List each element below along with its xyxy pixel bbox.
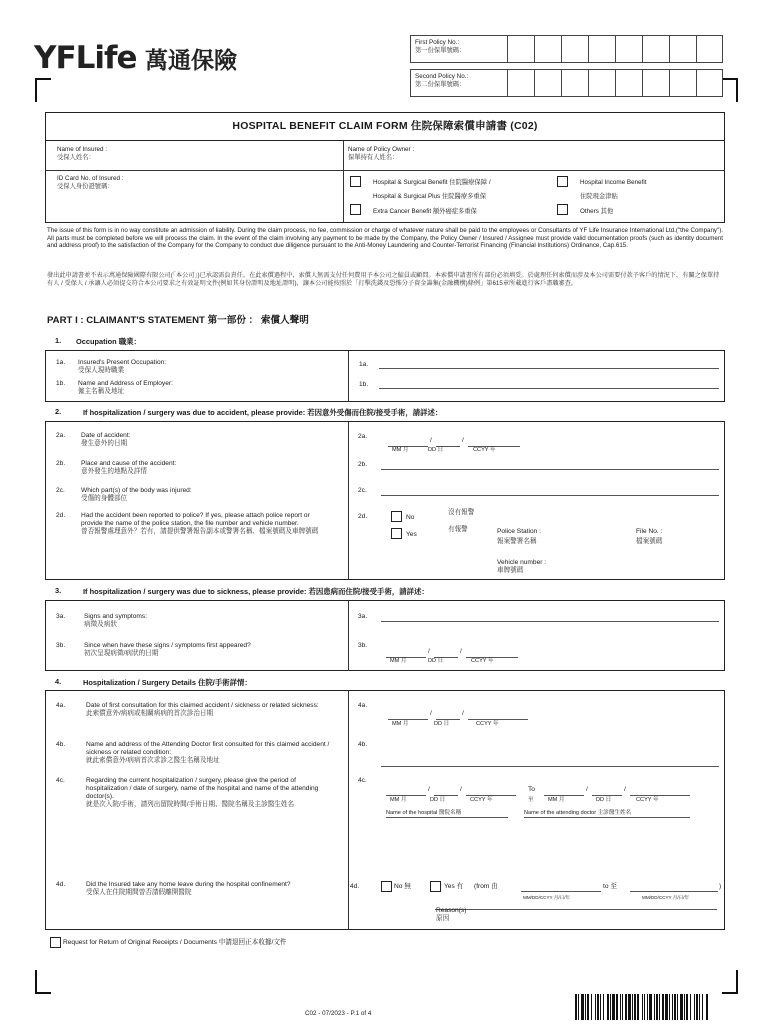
divider (348, 601, 349, 671)
document-code: C02 - 07/2023 - P.1 of 4 (305, 1010, 372, 1017)
second-policy-digit-cell[interactable] (696, 70, 723, 96)
doctor-name-label: Name of the attending doctor 主診醫生姓名 (524, 810, 632, 816)
section3-number: 3. (55, 586, 62, 595)
q2c-zh: 受傷的身體部位 (81, 495, 128, 502)
q1a-num: 1a. (56, 359, 66, 366)
police-report-yes-zh: 有報警 (448, 526, 468, 533)
second-policy-digit-cell[interactable] (534, 70, 561, 96)
period-to-zh: 至 (528, 797, 534, 803)
accident-date-dd-label: DD 日 (428, 447, 444, 453)
symptom-date-dd-label: DD 日 (428, 658, 444, 664)
period-from-dd-line[interactable] (434, 795, 458, 796)
first-policy-no-box (410, 35, 723, 63)
barcode-bar (600, 994, 601, 1020)
barcode-bar (649, 994, 652, 1020)
period-to-group[interactable] (544, 783, 720, 805)
second-policy-no-label (415, 73, 505, 89)
police-station-en: Police Station : (497, 528, 541, 535)
q4c-num: 4c. (56, 777, 65, 784)
second-policy-digit-cell[interactable] (507, 70, 534, 96)
period-from-mm-line[interactable] (386, 795, 426, 796)
id-card-en: ID Card No. of Insured : (57, 175, 124, 182)
first-policy-no-en: First Policy No.: (415, 39, 460, 46)
barcode-bar (644, 994, 645, 1020)
q3a-text (84, 613, 147, 629)
registration-mark-top-right (722, 78, 738, 102)
home-leave-no-label: No 無 (394, 883, 411, 890)
home-leave-yes-label: Yes 有 (444, 883, 464, 890)
second-policy-digit-cell[interactable] (642, 70, 669, 96)
q1a-text (78, 359, 166, 375)
registration-mark-bottom-right (722, 970, 738, 994)
q2d-en: Had the accident been reported to police? If yes, please attach police report or provide the name of the police station, the file number and vehicle number. (81, 512, 310, 527)
a3a-input-line[interactable] (381, 621, 719, 622)
home-leave-close-paren: ) (719, 883, 722, 890)
q1b-num: 1b. (56, 380, 66, 387)
q4b-text (86, 741, 334, 765)
second-policy-digit-cell[interactable] (588, 70, 615, 96)
home-leave-from-label: (from 由 (474, 883, 498, 890)
section3-table (45, 600, 725, 671)
a1b-input-line[interactable] (379, 388, 719, 389)
barcode-bar (578, 994, 579, 1020)
vehicle-number-zh: 車牌號碼 (497, 567, 524, 574)
home-leave-from-format: MM/DD/CCYY 月/日/年 (523, 895, 571, 900)
symptom-date-ccyy-label: CCYY 年 (471, 658, 494, 664)
a2b-label: 2b. (358, 461, 368, 468)
q1b (56, 380, 65, 388)
a2d-label: 2d. (358, 513, 368, 520)
file-no-zh: 檔案號碼 (636, 538, 663, 545)
a2a-label: 2a. (358, 433, 368, 440)
q4a-num: 4a. (56, 702, 66, 709)
barcode-bar (603, 994, 604, 1020)
second-policy-digit-cell[interactable] (615, 70, 642, 96)
q4b-en: Name and address of the Attending Doctor first consulted for this claimed accident / sickness or related condition: (86, 741, 330, 756)
benefit-others-checkbox[interactable] (557, 204, 568, 215)
first-policy-digit-cell[interactable] (561, 36, 588, 62)
barcode-bar (686, 994, 688, 1020)
date-slash: / (430, 710, 432, 717)
section1-table (45, 350, 725, 402)
period-to-ccyy-line[interactable] (630, 795, 690, 796)
barcode-bar (607, 994, 609, 1020)
date-slash: / (428, 786, 430, 793)
barcode-bar (642, 994, 643, 1020)
police-report-yes-label: Yes (406, 531, 417, 538)
first-policy-digit-cell[interactable] (642, 36, 669, 62)
q4c-zh: 就是次入院/手術，請列出留院時間/手術日期、醫院名稱及主診醫生姓名 (86, 801, 295, 808)
disclaimer-zh: 發出此申請書並不表示萬通保險國際有限公司(「本公司」)已承認需負責任。在此索償過程中，索償人無需支付任何費用予本公司之僱員或顧問。本索償申請書所有部份必須填妥。於處理任何索償而涉及本公司需要付款予客戶的情況下，有關之保單持有人 / 受保人 / 承讓人必須提交符合本公司要求之有效証明文件(例如其身份證明及地址證明)，讓本公司能按照於「打擊洗錢及恐怖分子資金籌集(金融機構)條例」第615章所載進行客戶盡職審查。 (47, 272, 720, 287)
divider (343, 141, 344, 222)
police-report-no-label: No (406, 514, 415, 521)
q1a-zh: 受保人現時職業 (78, 367, 125, 374)
section2-table (45, 421, 725, 580)
barcode-bar (591, 994, 592, 1020)
q2c-en: Which part(s) of the body was injured: (81, 487, 192, 494)
consult-date-dd-label: DD 日 (434, 721, 450, 727)
barcode-bar (699, 994, 700, 1020)
a3a-label: 3a. (358, 613, 368, 620)
a4b-input-line[interactable] (381, 766, 719, 767)
home-leave-reasons (436, 907, 466, 923)
registration-mark-top-left (35, 78, 51, 102)
disclaimer-en: The issue of this form is in no way constitute an admission of liability. During the claim process, no fee, commission or charge of whatever nature shall be paid to the employees or Consultants of YF Life Insurance International Ltd.("the Company"). All parts must be completed before we will process the claim. In the event of the claim involving any payment to be made by the Company, the Policy Owner / Insured / Assignee must provide valid documentation proofs (such as identity document and address proof) to the satisfaction of the Company for the Company to conduct due diligence pursuant to the Anti-Money Laundering and Counter-Terrorist Financing (Financial Institutions) Ordinance, Cap.615. (47, 227, 723, 250)
q2a-en: Date of accident: (81, 432, 131, 439)
home-leave-from-line[interactable] (521, 891, 601, 892)
q3b-num: 3b. (56, 642, 66, 649)
section4-title: Hospitalization / Surgery Details 住院/手術詳情： (83, 678, 252, 687)
barcode-bar (669, 994, 670, 1020)
first-policy-no-label (415, 39, 505, 55)
period-to-en: To (528, 786, 535, 793)
date-slash: / (460, 648, 462, 655)
section4-table (45, 690, 725, 930)
form-title-box (45, 112, 725, 141)
q2b-num: 2b. (56, 460, 66, 467)
a2c-label: 2c. (358, 487, 367, 494)
insured-name-field[interactable] (57, 146, 107, 162)
reasons-zh: 原因 (436, 915, 450, 922)
barcode-bar (706, 994, 708, 1020)
registration-mark-bottom-left (35, 970, 51, 994)
q4a-text (86, 702, 334, 718)
q4b-num: 4b. (56, 741, 66, 748)
barcode-bar (677, 994, 678, 1020)
q3a-zh: 病徵及病狀 (84, 621, 117, 628)
barcode-bar (690, 994, 691, 1020)
date-slash: / (460, 786, 462, 793)
home-leave-no-checkbox[interactable] (381, 881, 392, 892)
period-from-group[interactable] (386, 783, 536, 805)
q3a-num: 3a. (56, 613, 66, 620)
consult-date-group[interactable] (388, 707, 538, 729)
first-policy-digit-cell[interactable] (588, 36, 615, 62)
barcode-bar (637, 994, 639, 1020)
q3a-en: Signs and symptoms: (84, 613, 148, 620)
benefit-1-line2: Hospital & Surgical Plus 住院醫療多重保 (373, 193, 487, 200)
period-to-dd-line[interactable] (592, 795, 622, 796)
first-policy-digit-cell[interactable] (669, 36, 696, 62)
date-slash: / (430, 437, 432, 444)
period-from-mm-label: MM 月 (390, 797, 407, 803)
barcode-bar (647, 994, 648, 1020)
barcode-bar (672, 994, 673, 1020)
form-title: HOSPITAL BENEFIT CLAIM FORM 住院保障索償申請書 (C02) (232, 120, 538, 132)
owner-name-en: Name of Policy Owner : (348, 146, 415, 153)
benefit-1-line1: Hospital & Surgical Benefit 住院醫療保障 / (373, 179, 491, 186)
section3-title: If hospitalization / surgery was due to sickness, please provide: 若因患病而住院/接受手術，請詳述： (83, 587, 429, 596)
benefit-hospital-surgical-label (373, 179, 491, 201)
barcode-bar (575, 994, 577, 1020)
second-policy-no-zh: 第二份保單號碼： (415, 81, 466, 88)
second-policy-digit-cell[interactable] (669, 70, 696, 96)
barcode-bar (585, 994, 586, 1020)
symptom-date-group[interactable] (386, 645, 526, 667)
q3b-text (84, 642, 251, 658)
consult-date-ccyy-line[interactable] (468, 719, 528, 720)
period-from-ccyy-line[interactable] (466, 795, 516, 796)
return-receipts-label: Request for Return of Original Receipts / Documents 申請退回正本收據/文件 (63, 939, 287, 946)
barcode-bar (622, 994, 623, 1020)
barcode-bar (696, 994, 698, 1020)
period-from-dd-label: DD 日 (430, 797, 446, 803)
barcode-bar (610, 994, 611, 1020)
file-no-field[interactable] (636, 528, 662, 546)
benefit-others-label: Others 其他 (580, 208, 614, 215)
barcode-bar (656, 994, 658, 1020)
q1b-en: Name and Address of Employer: (78, 380, 173, 387)
date-slash: / (428, 648, 430, 655)
second-policy-no-box (410, 69, 723, 97)
barcode-bar (628, 994, 631, 1020)
date-slash: / (624, 786, 626, 793)
barcode-bar (620, 994, 621, 1020)
q1a-en: Insured's Present Occupation: (78, 359, 167, 366)
a4b-label: 4b. (358, 741, 368, 748)
benefit-extra-cancer-checkbox[interactable] (350, 204, 361, 215)
barcode-bar (702, 994, 703, 1020)
period-to-mm-label: MM 月 (548, 797, 565, 803)
q1b-text (78, 380, 173, 396)
divider (348, 351, 349, 402)
date-slash: / (462, 710, 464, 717)
barcode-bar (680, 994, 683, 1020)
file-no-en: File No. : (636, 528, 663, 535)
q2c-num: 2c. (56, 487, 65, 494)
id-card-zh: 受保人身份證號碼： (57, 183, 114, 190)
header-fields-table (45, 141, 725, 223)
consult-date-mm-label: MM 月 (392, 721, 409, 727)
vehicle-number-field[interactable] (497, 559, 546, 575)
q4d-text (86, 881, 334, 897)
reasons-en: Reason(s) (436, 907, 467, 914)
benefit-hospital-income-label (580, 179, 647, 201)
hospital-name-line[interactable] (386, 817, 508, 818)
q3b-en: Since when have these signs / symptoms first appeared? (84, 642, 251, 649)
barcode-bar (587, 994, 589, 1020)
a4d-label: 4d. (350, 883, 360, 890)
section1-number: 1. (55, 336, 62, 345)
barcode-bar (665, 994, 668, 1020)
barcode-bar (616, 994, 618, 1020)
a1a-input-line[interactable] (379, 368, 719, 369)
q2a-zh: 發生意外的日期 (81, 440, 128, 447)
benefit-hospital-surgical-checkbox[interactable] (350, 176, 361, 187)
section4-number: 4. (55, 677, 62, 686)
section2-title: If hospitalization / surgery was due to accident, please provide: 若因意外受傷而住院/接受手術，請詳述： (83, 408, 443, 417)
a4c-label: 4c. (358, 777, 367, 784)
barcode-bar (659, 994, 660, 1020)
accident-date-ccyy-label: CCYY 年 (473, 447, 496, 453)
a2b-input-line[interactable] (381, 469, 719, 470)
q2b-text (81, 460, 176, 476)
a1b-label: 1b. (359, 381, 369, 388)
consult-date-ccyy-label: CCYY 年 (476, 721, 499, 727)
company-logo (34, 40, 237, 74)
barcode-bar (595, 994, 596, 1020)
consult-date-mm-line[interactable] (388, 719, 428, 720)
q1a (56, 359, 65, 367)
hospital-name-label: Name of the hospital 醫院名稱 (386, 810, 462, 816)
vehicle-number-en: Vehicle number : (497, 559, 547, 566)
logo-text: YFLife (34, 40, 137, 76)
barcode-bar (632, 994, 633, 1020)
q4a-zh: 此索償意外/病病或相關病病的首次診治日期 (86, 710, 214, 717)
home-leave-to-format: MM/DD/CCYY 月/日/年 (642, 895, 690, 900)
benefit-2-line2: 住院現金津貼 (580, 193, 618, 200)
section1-title: Occupation 職業： (76, 337, 141, 346)
home-leave-to-line[interactable] (630, 891, 718, 892)
part1-title: PART I : CLAIMANT'S STATEMENT 第一部份 ： 索償人聲明 (47, 315, 309, 326)
benefit-hospital-income-checkbox[interactable] (557, 176, 568, 187)
id-card-field[interactable] (57, 175, 124, 191)
barcode-bar (612, 994, 615, 1020)
police-station-zh: 報案警署名稱 (497, 538, 537, 545)
divider (348, 691, 349, 930)
barcode-bar (674, 994, 676, 1020)
insured-name-zh: 受保人姓名： (57, 154, 95, 161)
q2d-text (81, 512, 333, 536)
q4c-en: Regarding the current hospitalization / surgery, please give the period of hospitalization / date of surgery, name of the hospital and name of the attending doctor(s). (86, 777, 319, 800)
q4c-text (86, 777, 334, 809)
a1a-label: 1a. (359, 361, 369, 368)
period-to-mm-line[interactable] (544, 795, 584, 796)
benefit-extra-cancer-label: Extra Cancer Benefit 額外癌症多重保 (373, 208, 477, 215)
first-policy-no-zh: 第一份保單號碼： (415, 47, 466, 54)
section2-number: 2. (55, 407, 62, 416)
date-slash: / (462, 437, 464, 444)
police-station-field[interactable] (497, 528, 541, 546)
q3b-zh: 初次呈現病徵/病狀的日期 (84, 650, 159, 657)
q2d-num: 2d. (56, 512, 66, 519)
barcode-bar (581, 994, 584, 1020)
first-policy-digit-cell[interactable] (507, 36, 534, 62)
police-report-no-checkbox[interactable] (391, 511, 402, 522)
a2c-input-line[interactable] (381, 495, 719, 496)
police-report-yes-checkbox[interactable] (391, 528, 402, 539)
a3b-label: 3b. (358, 642, 368, 649)
q2a-num: 2a. (56, 432, 66, 439)
home-leave-to-label: to 至 (603, 883, 617, 890)
barcode-bar (634, 994, 636, 1020)
q2b-zh: 意外發生的地點及詳情 (81, 468, 147, 475)
home-leave-reasons-line[interactable] (435, 909, 717, 910)
barcode-bar (694, 994, 695, 1020)
barcode-bar (654, 994, 655, 1020)
doctor-name-line[interactable] (524, 817, 690, 818)
period-to-dd-label: DD 日 (596, 797, 612, 803)
barcode-bar (684, 994, 685, 1020)
accident-date-mm-label: MM 月 (392, 447, 409, 453)
q4d-zh: 受保人在住院期間曾否請假離開醫院 (86, 889, 192, 896)
second-policy-no-en: Second Policy No.: (415, 73, 469, 80)
period-from-ccyy-label: CCYY 年 (470, 797, 493, 803)
barcode-bar (625, 994, 627, 1020)
insured-name-en: Name of Insured : (57, 146, 108, 153)
barcode-bar (597, 994, 599, 1020)
accident-date-group[interactable] (388, 432, 528, 454)
a4a-label: 4a. (358, 702, 368, 709)
divider (46, 170, 725, 171)
q2b-en: Place and cause of the accident: (81, 460, 177, 467)
date-slash: / (586, 786, 588, 793)
benefit-2-line1: Hospital Income Benefit (580, 179, 647, 186)
second-policy-digit-cell[interactable] (561, 70, 588, 96)
q2a-text (81, 432, 130, 448)
consult-date-dd-line[interactable] (436, 719, 460, 720)
q2c-text (81, 487, 192, 503)
barcode-bar (662, 994, 664, 1020)
period-to-ccyy-label: CCYY 年 (636, 797, 659, 803)
return-receipts-checkbox[interactable] (50, 937, 61, 948)
police-report-no-zh: 沒有報警 (448, 509, 475, 516)
first-policy-digit-cell[interactable] (696, 36, 723, 62)
barcode-image (575, 994, 709, 1020)
home-leave-yes-checkbox[interactable] (430, 881, 441, 892)
q1b-zh: 僱主名稱及地址 (78, 388, 125, 395)
owner-name-zh: 保單持有人姓名： (348, 154, 399, 161)
q4a-en: Date of first consultation for this claimed accident / sickness or related sickness: (86, 702, 319, 709)
q4d-en: Did the Insured take any home leave during the hospital confinement? (86, 881, 291, 888)
q4b-zh: 就此索償意外/病病首次求診之醫生名稱及地址 (86, 757, 220, 764)
symptom-date-mm-label: MM 月 (390, 658, 407, 664)
first-policy-digit-cell[interactable] (534, 36, 561, 62)
first-policy-digit-cell[interactable] (615, 36, 642, 62)
owner-name-field[interactable] (348, 146, 414, 162)
q4d-num: 4d. (56, 881, 66, 888)
divider (348, 422, 349, 580)
logo-chinese: 萬通保險 (144, 47, 237, 74)
q2d-zh: 曾否報警處理意外？若有，請提供警署報告副本或警署名稱、檔案號碼及車牌號碼 (81, 528, 319, 535)
